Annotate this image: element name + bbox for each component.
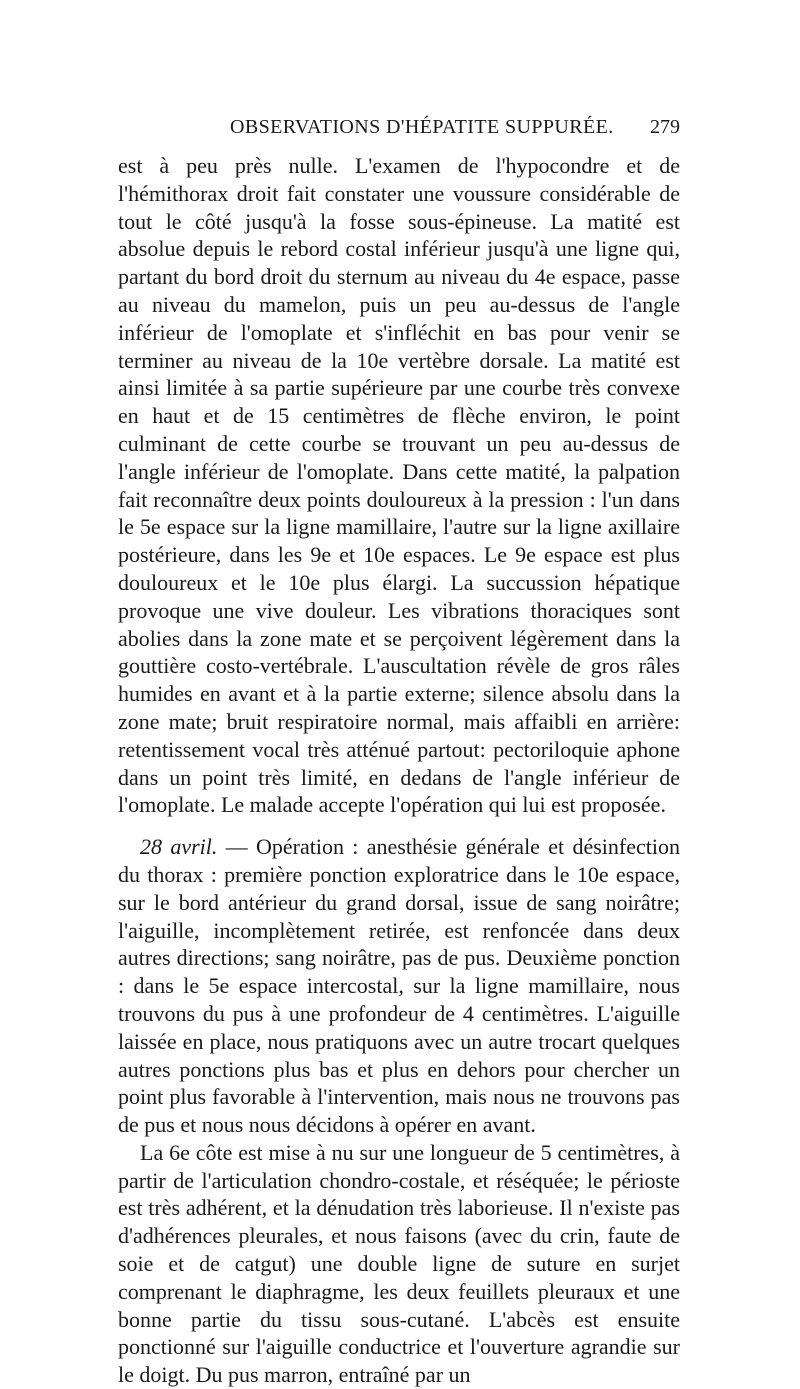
- operation-date: 28 avril.: [140, 834, 218, 860]
- paragraph-examination: est à peu près nulle. L'examen de l'hypocondre et de l'hémithorax droit fait constater une voussure considérable de tout le côté jusqu'à la fosse sous-épineuse. La matité est absolue depuis le rebord costal inférieur jusqu'à une ligne qui, partant du bord droit du sternum au niveau du 4e espace, passe au niveau du mamelon, puis un peu au-dessus de l'angle inférieur de l'omoplate et s'infléchit en bas pour venir se terminer au niveau de la 10e vertèbre dorsale. La matité est ainsi limitée à sa partie supérieure par une courbe très convexe en haut et de 15 centimètres de flèche environ, le point culminant de cette courbe se trouvant un peu au-dessus de l'angle inférieur de l'omoplate. Dans cette matité, la palpation fait reconnaître deux points douloureux à la pression : l'un dans le 5e espace sur la ligne mamillaire, l'autre sur la ligne axillaire postérieure, dans les 9e et 10e espaces. Le 9e espace est plus douloureux et le 10e plus élargi. La succussion hépatique provoque une vive douleur. Les vibrations thoraciques sont abolies dans la zone mate et se perçoivent légèrement dans la gouttière costo-vertébrale. L'auscultation révèle de gros râles humides en avant et à la partie externe; silence absolu dans la zone mate; bruit respiratoire normal, mais affaibli en arrière: retentissement vocal très atténué partout: pectoriloquie aphone dans un point très limité, en dedans de l'angle inférieur de l'omoplate. Le malade accepte l'opération qui lui est proposée.: [118, 153, 680, 818]
- body-text: [118, 152, 680, 1389]
- operation-text: — Opération : anesthésie générale et désinfection du thorax : première ponction exploratrice dans le 10e espace, sur le bord antérieur du grand dorsal, issue de sang noirâtre; l'aiguille, incomplètement retirée, est renfoncée dans deux autres directions; sang noirâtre, pas de pus. Deuxième ponction : dans le 5e espace intercostal, sur la ligne mamillaire, nous trouvons du pus à une profondeur de 4 centimètres. L'aiguille laissée en place, nous pratiquons avec un autre trocart quelques autres ponctions plus bas et plus en dehors pour chercher un point plus favorable à l'intervention, mais nous ne trouvons pas de pus et nous nous décidons à opérer en avant.: [118, 834, 680, 1138]
- paragraph-operation: [118, 833, 680, 1139]
- running-title: OBSERVATIONS D'HÉPATITE SUPPURÉE.: [230, 116, 614, 138]
- page-header: [118, 116, 680, 146]
- paragraph-resection: La 6e côte est mise à nu sur une longueur de 5 centimètres, à partir de l'articulation chondro-costale, et réséquée; le périoste est très adhérent, et la dénudation très laborieuse. Il n'existe pas d'adhérences pleurales, et nous faisons (avec du crin, faute de soie et de catgut) une double ligne de suture en surjet comprenant le diaphragme, les deux feuillets pleuraux et une bonne partie du tissu sous-cutané. L'abcès est ensuite ponctionné sur l'aiguille conductrice et l'ouverture agrandie sur le doigt. Du pus marron, entraîné par un: [118, 1139, 680, 1388]
- page-number: 279: [650, 116, 680, 138]
